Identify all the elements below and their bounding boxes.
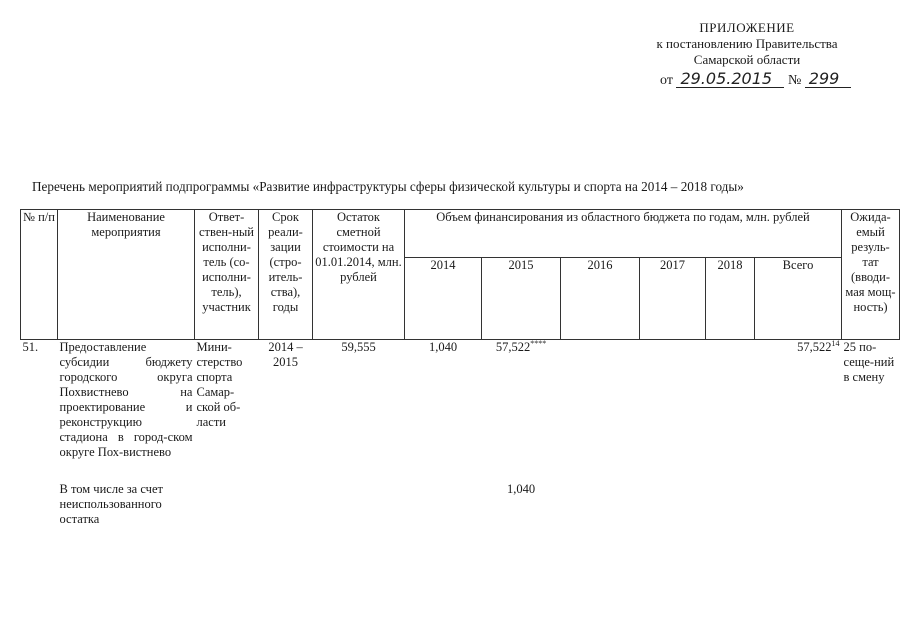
table-row xyxy=(21,340,900,461)
col-header-year-2015: 2015 xyxy=(482,258,561,340)
appendix-line-2: Самарской области xyxy=(693,52,801,67)
row-total xyxy=(755,340,842,461)
row-2015-footnote: **** xyxy=(530,338,547,348)
col-header-year-2016: 2016 xyxy=(561,258,640,340)
row-total-value: 57,522 xyxy=(797,340,832,354)
measures-table xyxy=(20,209,900,527)
col-header-remaining-cost: Остаток сметной стоимости на 01.01.2014, млн. рублей xyxy=(313,210,405,340)
subrow-name: В том числе за счет неиспользованного остатка xyxy=(59,482,163,526)
row-num: 51. xyxy=(22,340,39,354)
row-expected-result: 25 по-сеще-ний в смену xyxy=(843,340,895,384)
row-total-footnote: 14 xyxy=(831,338,840,348)
row-name: Предоставление субсидии бюджету городского округа Похвистнево на проектирование и реконструкцию стадиона в город-ском округе Пох-вистнево xyxy=(59,340,193,459)
row-2017 xyxy=(640,340,706,461)
col-header-total: Всего xyxy=(755,258,842,340)
col-header-expected-result: Ожида-емый резуль-тат (вводи-мая мощ-ность) xyxy=(842,210,900,340)
col-header-year-2018: 2018 xyxy=(706,258,755,340)
row-2015 xyxy=(482,340,561,461)
document-caption: Перечень мероприятий подпрограммы «Развитие инфраструктуры сферы физической культуры и спорта на 2014 – 2018 годы» xyxy=(32,179,744,194)
table-subrow xyxy=(21,460,900,527)
row-2015-value: 57,522 xyxy=(495,340,531,354)
col-header-year-2017: 2017 xyxy=(640,258,706,340)
row-2016 xyxy=(561,340,640,461)
resolution-date-number xyxy=(660,71,851,89)
row-responsible: Мини-стерство спорта Самар-ской об-ласти xyxy=(196,340,243,429)
col-header-year-2014: 2014 xyxy=(405,258,482,340)
col-header-term: Срок реали-зации (стро-итель-ства), годы xyxy=(259,210,313,340)
subrow-2015: 1,040 xyxy=(506,482,536,496)
appendix-title: ПРИЛОЖЕНИЕ xyxy=(699,20,795,35)
appendix-line-1: к постановлению Правительства xyxy=(656,36,838,51)
row-2014: 1,040 xyxy=(428,340,458,354)
col-header-responsible: Ответ-ствен-ный исполни-тель (со-исполни-тель), участник xyxy=(195,210,259,340)
row-2018 xyxy=(706,340,755,461)
number-label: № xyxy=(787,73,802,88)
col-header-name: Наименование мероприятия xyxy=(58,210,195,340)
from-label: от xyxy=(660,73,673,88)
handwritten-number: 299 xyxy=(805,71,851,88)
row-remaining-cost: 59,555 xyxy=(341,340,376,354)
col-header-num: № п/п xyxy=(21,210,58,340)
row-term: 2014 – 2015 xyxy=(268,340,303,369)
appendix-header xyxy=(622,20,872,68)
handwritten-date: 29.05.2015 xyxy=(676,71,784,88)
col-header-funding: Объем финансирования из областного бюджета по годам, млн. рублей xyxy=(405,210,842,258)
